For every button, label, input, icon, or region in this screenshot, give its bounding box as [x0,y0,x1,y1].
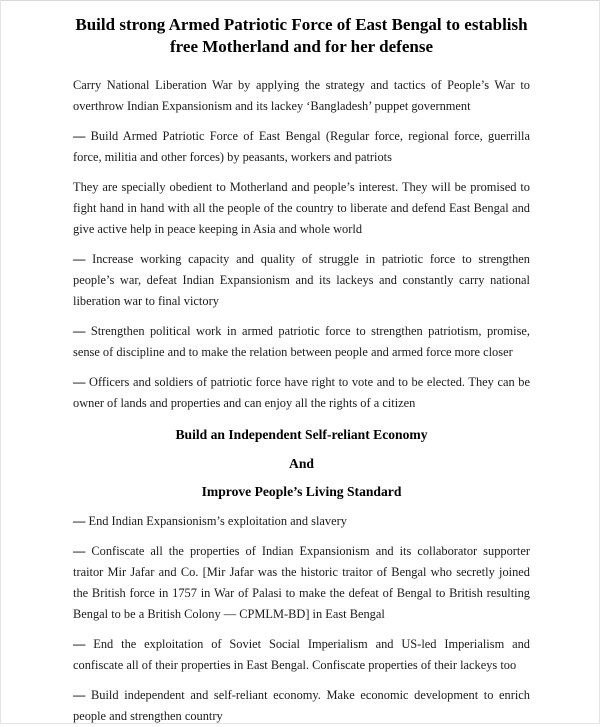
section-armed-force [73,75,530,414]
paragraph [73,75,530,117]
paragraph [73,685,530,727]
paragraph-text: Build independent and self-reliant economy. Make economic development to enrich people and strengthen country [73,687,530,723]
paragraph [73,126,530,168]
document-title: Build strong Armed Patriotic Force of East Bengal to establish free Motherland and for her defense [75,15,528,56]
paragraph [73,249,530,312]
paragraph-text: They are specially obedient to Motherland and people’s interest. They will be promised to fight hand in hand with all the people of the country to liberate and defend East Bengal and give active help in peace keeping in Asia and whole world [73,180,530,236]
section-heading-line: Build an Independent Self-reliant Economy [175,427,428,442]
dash-marker: — [73,543,86,558]
dash-marker: — [73,324,86,338]
paragraph-text: Increase working capacity and quality of struggle in patriotic force to strengthen people’s war, defeat Indian Expansionism and its lackeys and constantly carry national liberation war to final victory [73,252,530,308]
paragraph-text: Build Armed Patriotic Force of East Bengal (Regular force, regional force, guerrilla force, militia and other forces) by peasants, workers and patriots [73,129,530,164]
page-border-top [0,0,600,1]
dash-marker: — [73,687,86,702]
paragraph-text: Strengthen political work in armed patriotic force to strengthen patriotism, promise, sense of discipline and to make the relation between people and armed force more closer [73,324,530,359]
paragraph-text: Officers and soldiers of patriotic force have right to vote and to be elected. They can be owner of lands and properties and can enjoy all the rights of a citizen [73,375,530,410]
paragraph-text: Confiscate all the properties of Indian Expansionism and its collaborator supporter traitor Mir Jafar and Co. [Mir Jafar was the historic traitor of Bengal who secretly joined the British force in 1757 in War of Palasi to make the defeat of Bengal to British resulting Bengal to be a British Colony — CPMLM-BD] in East Bengal [73,543,530,621]
paragraph [73,634,530,676]
section-heading-line: And [289,455,314,471]
dash-marker: — [73,252,86,266]
paragraph-text: End Indian Expansionism’s exploitation and slavery [88,513,347,528]
paragraph [73,177,530,240]
paragraph [73,372,530,414]
section-economy-heading [73,423,530,504]
dash-marker: — [73,636,86,651]
paragraph-text: Carry National Liberation War by applying the strategy and tactics of People’s War to overthrow Indian Expansionism and its lackey ‘Bangladesh’ puppet government [73,78,530,113]
page-border-left [0,0,1,724]
paragraph [73,511,530,532]
dash-marker: — [73,513,86,528]
dash-marker: — [73,129,86,143]
paragraph [73,541,530,625]
section-heading-line: Improve People’s Living Standard [201,484,402,499]
paragraph-text: End the exploitation of Soviet Social Imperialism and US-led Imperialism and confiscate all of their properties in East Bengal. Confiscate properties of their lackeys too [73,636,530,672]
dash-marker: — [73,375,86,389]
section-economy [73,511,530,727]
paragraph [73,321,530,363]
